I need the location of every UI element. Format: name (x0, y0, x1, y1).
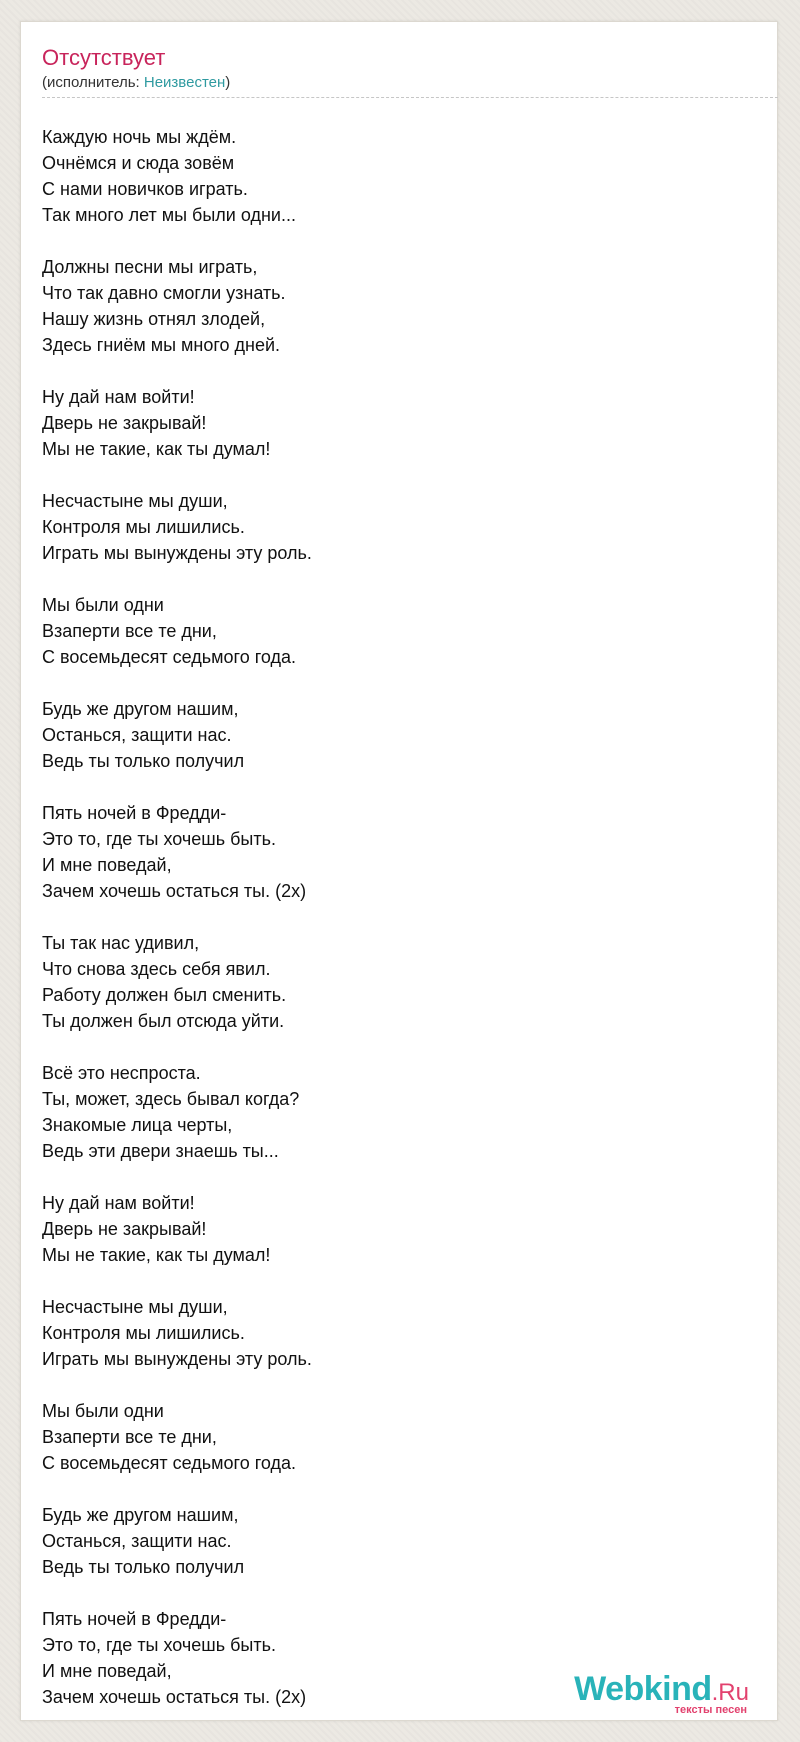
lyric-line: Зачем хочешь остаться ты. (2х) (42, 881, 307, 901)
lyric-line: С восемьдесят седьмого года. (42, 647, 297, 667)
lyric-stanza (42, 1502, 742, 1580)
site-logo[interactable] (574, 1670, 749, 1716)
artist-link[interactable]: Неизвестен (143, 74, 226, 91)
lyric-line: Ты должен был отсюда уйти. (42, 1011, 285, 1031)
lyric-line: Нашу жизнь отнял злодей, (42, 309, 266, 329)
lyric-line: И мне поведай, (42, 855, 172, 875)
lyric-line: Несчастыне мы души, (42, 1297, 228, 1317)
lyric-line: Взаперти все те дни, (42, 621, 217, 641)
lyric-line: Так много лет мы были одни... (42, 205, 296, 225)
lyric-stanza (42, 696, 742, 774)
lyric-line: Дверь не закрывай! (42, 413, 207, 433)
lyric-stanza (42, 1294, 742, 1372)
lyric-stanza (42, 384, 742, 462)
logo-tagline: тексты песен (674, 1704, 747, 1716)
lyric-line: Ну дай нам войти! (42, 1193, 195, 1213)
lyric-line: Всё это неспроста. (42, 1063, 201, 1083)
lyric-line: Что так давно смогли узнать. (42, 283, 286, 303)
lyric-line: Это то, где ты хочешь быть. (42, 829, 276, 849)
lyric-stanza (42, 1190, 742, 1268)
lyric-line: Останься, защити нас. (42, 725, 232, 745)
lyric-stanza (42, 1398, 742, 1476)
lyric-stanza (42, 930, 742, 1034)
lyric-line: Мы не такие, как ты думал! (42, 1245, 271, 1265)
artist-suffix: ) (225, 74, 231, 91)
lyric-line: Дверь не закрывай! (42, 1219, 207, 1239)
lyric-line: Контроля мы лишились. (42, 517, 245, 537)
lyric-line: Играть мы вынуждены эту роль. (42, 543, 312, 563)
song-title: Отсутствует (42, 45, 166, 70)
lyric-line: Мы были одни (42, 595, 164, 615)
lyric-line: Контроля мы лишились. (42, 1323, 245, 1343)
lyric-line: Что снова здесь себя явил. (42, 959, 271, 979)
lyric-stanza (42, 592, 742, 670)
lyric-line: С нами новичков играть. (42, 179, 248, 199)
lyric-line: И мне поведай, (42, 1661, 172, 1681)
lyric-line: Ты так нас удивил, (42, 933, 200, 953)
artist-line (42, 73, 230, 93)
header-divider (42, 97, 778, 98)
lyric-line: Будь же другом нашим, (42, 699, 239, 719)
lyric-line: Будь же другом нашим, (42, 1505, 239, 1525)
lyric-line: Знакомые лица черты, (42, 1115, 233, 1135)
lyric-line: Ну дай нам войти! (42, 387, 195, 407)
lyric-line: Работу должен был сменить. (42, 985, 287, 1005)
lyric-stanza (42, 1060, 742, 1164)
lyric-line: Ведь ты только получил (42, 751, 245, 771)
lyric-line: Пять ночей в Фредди- (42, 803, 227, 823)
lyric-line: Должны песни мы играть, (42, 257, 258, 277)
lyric-line: Здесь гниём мы много дней. (42, 335, 281, 355)
lyric-line: Пять ночей в Фредди- (42, 1609, 227, 1629)
lyric-line: Очнёмся и сюда зовём (42, 153, 235, 173)
lyric-stanza (42, 124, 742, 228)
lyric-line: Несчастыне мы души, (42, 491, 228, 511)
lyric-line: С восемьдесят седьмого года. (42, 1453, 297, 1473)
lyric-line: Зачем хочешь остаться ты. (2х) (42, 1687, 307, 1707)
lyrics-card (20, 21, 778, 1721)
lyric-stanza (42, 488, 742, 566)
lyric-line: Играть мы вынуждены эту роль. (42, 1349, 312, 1369)
lyric-line: Взаперти все те дни, (42, 1427, 217, 1447)
lyric-line: Ведь ты только получил (42, 1557, 245, 1577)
lyric-line: Мы были одни (42, 1401, 164, 1421)
lyric-line: Это то, где ты хочешь быть. (42, 1635, 276, 1655)
lyric-line: Мы не такие, как ты думал! (42, 439, 271, 459)
logo-wordmark: Webkind (574, 1670, 712, 1708)
artist-prefix: (исполнитель: (42, 74, 144, 91)
lyrics-body (42, 124, 742, 1736)
lyric-line: Каждую ночь мы ждём. (42, 127, 237, 147)
lyric-stanza (42, 254, 742, 358)
lyric-line: Останься, защити нас. (42, 1531, 232, 1551)
logo-tld: .Ru (711, 1679, 749, 1706)
lyric-stanza (42, 800, 742, 904)
lyric-line: Ты, может, здесь бывал когда? (42, 1089, 300, 1109)
lyric-line: Ведь эти двери знаешь ты... (42, 1141, 279, 1161)
